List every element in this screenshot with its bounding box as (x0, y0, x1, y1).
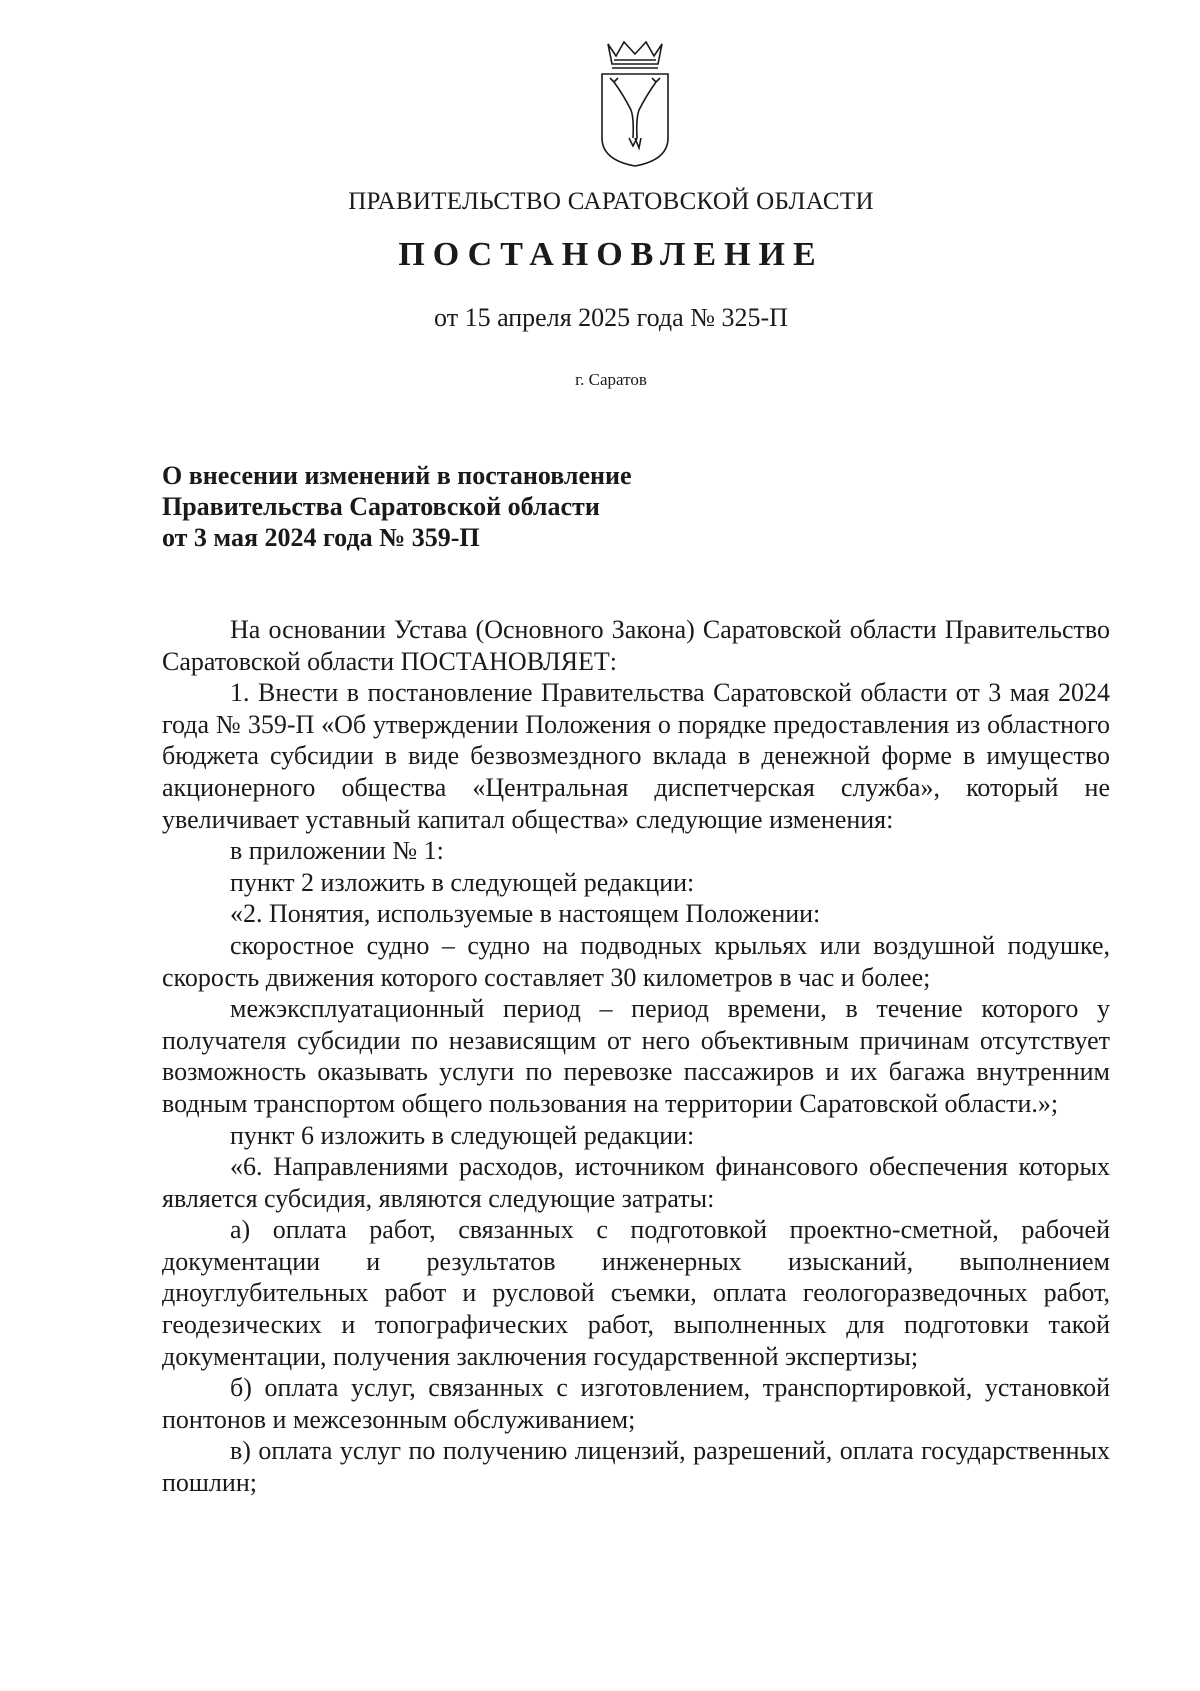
body-paragraph: а) оплата работ, связанных с подготовкой проектно-сметной, рабочей документации и результатов инженерных изысканий, выполнением дноуглубительных работ и русловой съемки, оплата геологоразведочных работ, геодезических и топографических работ, выполненных для подготовки такой документации, получения заключения государственной экспертизы; (162, 1215, 1110, 1371)
body-paragraph: б) оплата услуг, связанных с изготовлением, транспортировкой, установкой понтонов и межсезонным обслуживанием; (162, 1373, 1110, 1434)
document-date-number: от 15 апреля 2025 года № 325-П (434, 303, 788, 332)
organization-name: ПРАВИТЕЛЬСТВО САРАТОВСКОЙ ОБЛАСТИ (348, 188, 874, 215)
subject-line: О внесении изменений в постановление (162, 461, 632, 490)
subject-line: Правительства Саратовской области (162, 492, 600, 521)
body-paragraph: в) оплата услуг по получению лицензий, разрешений, оплата государственных пошлин; (162, 1436, 1110, 1498)
body-paragraph: На основании Устава (Основного Закона) Саратовской области Правительство Саратовской области ПОСТАНОВЛЯЕТ: (162, 615, 1110, 676)
body-paragraph: пункт 2 изложить в следующей редакции: (230, 867, 695, 897)
saratov-coat-of-arms-icon (594, 38, 676, 168)
subject-line: от 3 мая 2024 года № 359-П (162, 523, 480, 552)
body-paragraph: «6. Направлениями расходов, источником финансового обеспечения которых является субсидия, являются следующие затраты: (162, 1152, 1110, 1213)
body-paragraph: «2. Понятия, используемые в настоящем Положении: (230, 899, 821, 929)
body-paragraph: скоростное судно – судно на подводных крыльях или воздушной подушке, скорость движения которого составляет 30 километров в час и более; (162, 930, 1110, 992)
document-body (162, 614, 1110, 1499)
document-city: г. Саратов (575, 370, 647, 389)
document-type: ПОСТАНОВЛЕНИЕ (398, 236, 824, 273)
body-paragraph: межэксплуатационный период – период времени, в течение которого у получателя субсидии по независящим от него объективным причинам отсутствует возможность оказывать услуги по перевозке пассажиров и их багажа внутренним водным транспортом общего пользования на территории Саратовской области.»; (162, 994, 1110, 1118)
body-paragraph: в приложении № 1: (230, 836, 444, 866)
document-subject (162, 460, 632, 553)
body-paragraph: 1. Внести в постановление Правительства Саратовской области от 3 мая 2024 года № 359-П «Об утверждении Положения о порядке предоставления из областного бюджета субсидии в виде безвозмездного вклада в денежной форме в имущество акционерного общества «Центральная диспетчерская служба», который не увеличивает уставный капитал общества» следующие изменения: (162, 678, 1110, 834)
body-paragraph: пункт 6 изложить в следующей редакции: (230, 1120, 695, 1150)
